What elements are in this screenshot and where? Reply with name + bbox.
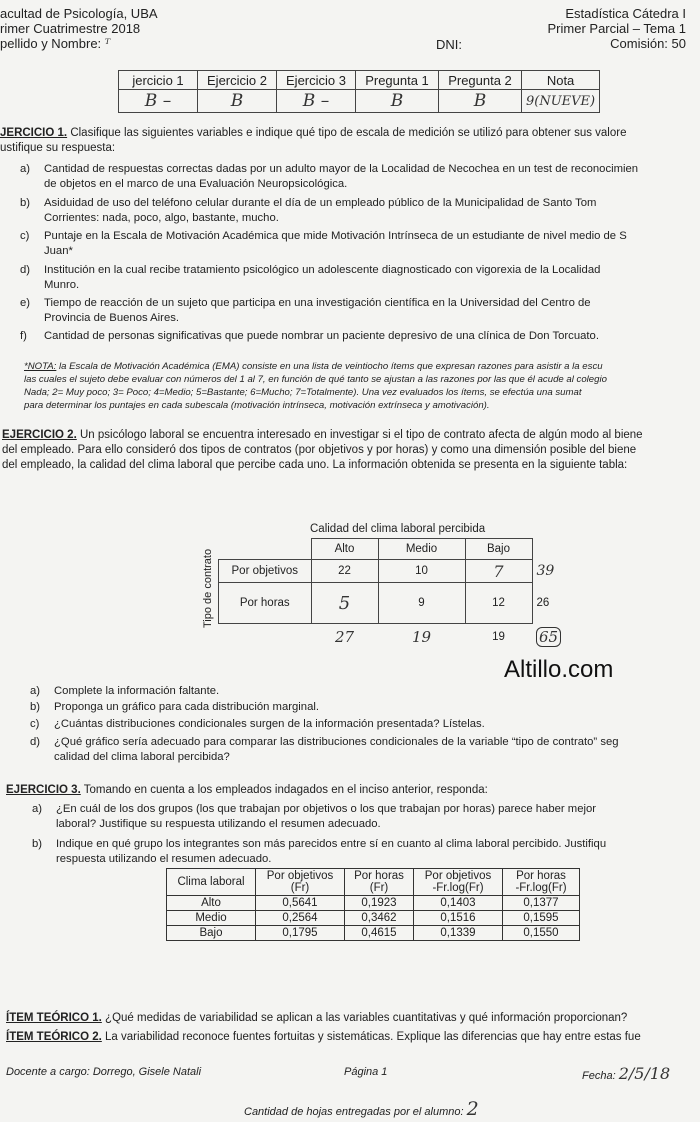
ex1-intro-text: Clasifique las siguientes variables e indique qué tipo de escala de medición se utilizó para obtener sus valore [70, 127, 627, 139]
contingency-table [218, 538, 582, 650]
theory-text: La variabilidad reconoce fuentes fortuitas y sistemáticas. Explique las diferencias que hay entre estas fue [101, 1031, 641, 1043]
item-line: Complete la información faltante. [54, 685, 220, 697]
name-handwriting: ᵀ [104, 37, 111, 52]
rf-cell: 0,5641 [256, 896, 345, 911]
date-label: Fecha: [582, 1070, 616, 1082]
footer-sheets [244, 1098, 479, 1120]
ex2-intro [2, 428, 700, 473]
item-line: Puntaje en la Escala de Motivación Académica que mide Motivación Intrínseca de un estudiante de nivel medio de S [44, 230, 627, 242]
note-lead: *NOTA: [24, 361, 57, 372]
rf-header: Clima laboral [167, 869, 256, 896]
sheets-handwritten: 2 [466, 1098, 479, 1120]
score-value: B [198, 90, 277, 113]
rf-cell: 0,1795 [256, 926, 345, 941]
ex2-item-c [30, 717, 700, 732]
ct-col-header: Bajo [465, 539, 532, 560]
item-line: ¿Qué gráfico sería adecuado para comparar las distribuciones condicionales de la variable “tipo de contrato” seg [54, 736, 619, 748]
theory-title: ÍTEM TEÓRICO 2. [6, 1031, 102, 1043]
name-line [0, 36, 158, 52]
dni-label: DNI: [436, 37, 462, 52]
theory-item-2 [6, 1030, 700, 1045]
sheets-label: Cantidad de hojas entregadas por el alumno: [244, 1106, 464, 1118]
item-line: calidad del clima laboral percibida? [54, 750, 230, 763]
grade-value: 9(NUEVE) [522, 90, 600, 113]
ex1-item-e [20, 296, 700, 325]
rf-header [345, 869, 414, 896]
rf-cell: Alto [167, 896, 256, 911]
ex1-item-c [20, 229, 700, 258]
faculty-line: acultad de Psicología, UBA [0, 6, 158, 21]
item-line: Juan* [44, 244, 73, 257]
ex3-title: EJERCICIO 3. [6, 784, 81, 796]
ex1-item-d [20, 263, 700, 292]
item-label: d) [20, 264, 31, 276]
ex2-line: del empleado. Para ello consideró dos tipos de contratos (por objetivos y por horas) y como una dimensión posible del biene [2, 444, 637, 456]
item-line: Provincia de Buenos Aires. [44, 311, 180, 324]
rf-header-line: Por horas [516, 870, 566, 882]
ct-spacer [532, 539, 581, 560]
ex3-intro-text: Tomando en cuenta a los empleados indagados en el inciso anterior, responda: [80, 784, 488, 796]
item-label: a) [20, 163, 31, 175]
ct-col-total-handwritten: 19 [411, 628, 432, 646]
score-value: B – [119, 90, 198, 113]
score-header: Ejercicio 2 [198, 71, 277, 90]
rf-cell: 0,1923 [345, 896, 414, 911]
rf-header [256, 869, 345, 896]
score-value: B [439, 90, 522, 113]
ct-cell: 22 [311, 560, 378, 583]
rf-header-line: -Fr.log(Fr) [432, 882, 484, 894]
ex1-intro-text-2: ustifique su respuesta: [0, 142, 116, 154]
ct-col-total-handwritten: 27 [334, 628, 355, 646]
rf-header [414, 869, 503, 896]
ex2-title: EJERCICIO 2. [2, 429, 77, 441]
ct-corner [219, 539, 312, 560]
ex1-note [24, 360, 700, 412]
rf-cell: 0,1550 [503, 926, 580, 941]
ct-col-total: 19 [492, 631, 505, 643]
table-row [167, 896, 580, 911]
ct-cell-handwritten: 7 [465, 560, 532, 583]
rf-header-line: -Fr.log(Fr) [515, 882, 567, 894]
footer-page: Página 1 [344, 1066, 388, 1078]
score-value: B – [277, 90, 356, 113]
theory-text: ¿Qué medidas de variabilidad se aplican a las variables cuantitativas y qué información proporcionan? [101, 1012, 628, 1024]
table-row [167, 926, 580, 941]
ct-row-label: Por objetivos [219, 560, 312, 583]
header-right [548, 6, 686, 51]
rf-cell: 0,3462 [345, 911, 414, 926]
footer-date [582, 1064, 670, 1083]
ex3-intro [6, 783, 488, 798]
ct-grand-total-cell [532, 624, 581, 651]
item-line: Cantidad de personas significativas que puede nombrar un paciente depresivo de una clínica de Don Torcuato. [44, 330, 599, 342]
rf-cell: Medio [167, 911, 256, 926]
row-axis-label: Tipo de contrato [202, 548, 214, 628]
ct-row-label: Por horas [219, 583, 312, 624]
ct-row-total: 26 [536, 597, 550, 609]
note-line: Nada; 2= Muy poco; 3= Poco; 4=Medio; 5=Bastante; 6=Mucho; 7=Totalmente). Una vez evaluados los ítems, se efectúa una sumat [24, 387, 582, 398]
rf-cell: 0,1595 [503, 911, 580, 926]
item-line: de objetos en el marco de una Evaluación Neuropsicológica. [44, 177, 348, 190]
score-header: Pregunta 1 [356, 71, 439, 90]
ex2-line: del empleado, la calidad del clima laboral que percibe cada uno. La información obtenida se presenta en la siguiente tabla: [2, 459, 628, 471]
rf-cell: 0,1339 [414, 926, 503, 941]
rf-header-line: (Fr) [369, 882, 389, 894]
note-line: las cuales el sujeto debe evaluar con números del 1 al 7, en función de qué tanto se ajustan a las razones por las que él acude al colegio [24, 374, 607, 385]
ex1-intro [0, 126, 700, 156]
item-line: Asiduidad de uso del teléfono celular durante el día de un empleado público de la Municipalidad de Santo Tom [44, 197, 597, 209]
item-line: ¿En cuál de los dos grupos (los que trabajan por objetivos o los que trabajan por horas) parece haber mejor [56, 803, 597, 815]
ct-row-total-handwritten: 39 [536, 563, 555, 579]
rf-header [503, 869, 580, 896]
ct-corner [219, 624, 312, 651]
rf-cell: 0,1377 [503, 896, 580, 911]
score-value: B [356, 90, 439, 113]
ex2-item-a [30, 684, 700, 699]
item-line: Institución en la cual recibe tratamiento psicológico un adolescente diagnosticado con vigorexia de la Localidad [44, 264, 601, 276]
item-line: Indique en qué grupo los integrantes son más parecidos entre sí en cuanto al clima laboral percibido. Justifiqu [56, 838, 607, 850]
term-line: rimer Cuatrimestre 2018 [0, 21, 141, 36]
ct-cell: 10 [378, 560, 465, 583]
ct-cell: 12 [465, 583, 532, 624]
score-header: Pregunta 2 [439, 71, 522, 90]
rf-header-line: (Fr) [290, 882, 310, 894]
ct-col-header: Medio [378, 539, 465, 560]
relative-frequency-table [166, 868, 580, 941]
ex1-item-f [20, 329, 700, 344]
rf-cell: 0,4615 [345, 926, 414, 941]
footer-docente: Docente a cargo: Dorrego, Gisele Natali [6, 1066, 202, 1078]
ex1-item-a [20, 162, 700, 191]
exam-line: Primer Parcial – Tema 1 [547, 21, 686, 36]
date-handwritten: 2/5/18 [618, 1064, 671, 1083]
ex2-line: Un psicólogo laboral se encuentra interesado en investigar si el tipo de contrato afecta de algún modo al biene [76, 429, 643, 441]
header-left [0, 6, 158, 52]
score-header: jercicio 1 [119, 71, 198, 90]
item-line: ¿Cuántas distribuciones condicionales surgen de la información presentada? Lístelas. [54, 718, 485, 730]
note-line: para determinar los puntajes en cada subescala (motivación intrínseca, motivación extrínseca y amotivación). [24, 400, 490, 411]
item-label: a) [32, 803, 43, 815]
item-line: laboral? Justifique su respuesta utilizando el resumen adecuado. [56, 817, 381, 830]
item-label: b) [20, 197, 31, 209]
item-line: Corrientes: nada, poco, algo, bastante, mucho. [44, 211, 279, 224]
item-label: b) [32, 838, 43, 850]
ex1-item-b [20, 196, 700, 225]
ex2-item-d [30, 735, 700, 764]
item-label: d) [30, 736, 41, 748]
rf-header-line: Por horas [354, 870, 404, 882]
item-line: Cantidad de respuestas correctas dadas por un adulto mayor de la Localidad de Necochea en un test de reconocimien [44, 163, 639, 175]
commission-line: Comisión: 50 [610, 36, 686, 51]
watermark-logo: Altillo.com [504, 656, 614, 683]
score-table [118, 70, 600, 113]
ct-grand-total-handwritten: 65 [536, 627, 561, 647]
ex3-item-a [32, 802, 700, 831]
rf-cell: 0,1403 [414, 896, 503, 911]
theory-title: ÍTEM TEÓRICO 1. [6, 1012, 102, 1024]
item-line: Proponga un gráfico para cada distribución marginal. [54, 701, 320, 713]
rf-header-line: Por objetivos [266, 870, 334, 882]
course-line: Estadística Cátedra I [565, 6, 686, 21]
item-line: respuesta utilizando el resumen adecuado. [56, 852, 272, 865]
theory-item-1 [6, 1011, 700, 1026]
item-line: Tiempo de reacción de un sujeto que participa en una investigación científica en la Universidad del Centro de [44, 297, 591, 309]
rf-header-line: Por objetivos [424, 870, 492, 882]
item-label: e) [20, 297, 31, 309]
ct-col-header: Alto [311, 539, 378, 560]
rf-cell: 0,1516 [414, 911, 503, 926]
item-line: Munro. [44, 278, 80, 291]
item-label: a) [30, 685, 41, 697]
ct-cell: 9 [378, 583, 465, 624]
rf-cell: 0,2564 [256, 911, 345, 926]
note-line: la Escala de Motivación Académica (EMA) consiste en una lista de veintiocho ítems que expresan razones para asistir a la escu [56, 361, 603, 372]
item-label: b) [30, 701, 41, 713]
ex3-item-b [32, 837, 700, 866]
ex2-item-b [30, 700, 700, 715]
ex1-title: JERCICIO 1. [0, 127, 68, 139]
score-header: Ejercicio 3 [277, 71, 356, 90]
ct-caption: Calidad del clima laboral percibida [310, 523, 486, 535]
item-label: f) [20, 330, 27, 342]
item-label: c) [30, 718, 40, 730]
rf-cell: Bajo [167, 926, 256, 941]
name-label: pellido y Nombre: [0, 36, 102, 51]
table-row [167, 911, 580, 926]
score-header: Nota [522, 71, 600, 90]
ct-cell-handwritten: 5 [311, 583, 378, 624]
item-label: c) [20, 230, 30, 242]
